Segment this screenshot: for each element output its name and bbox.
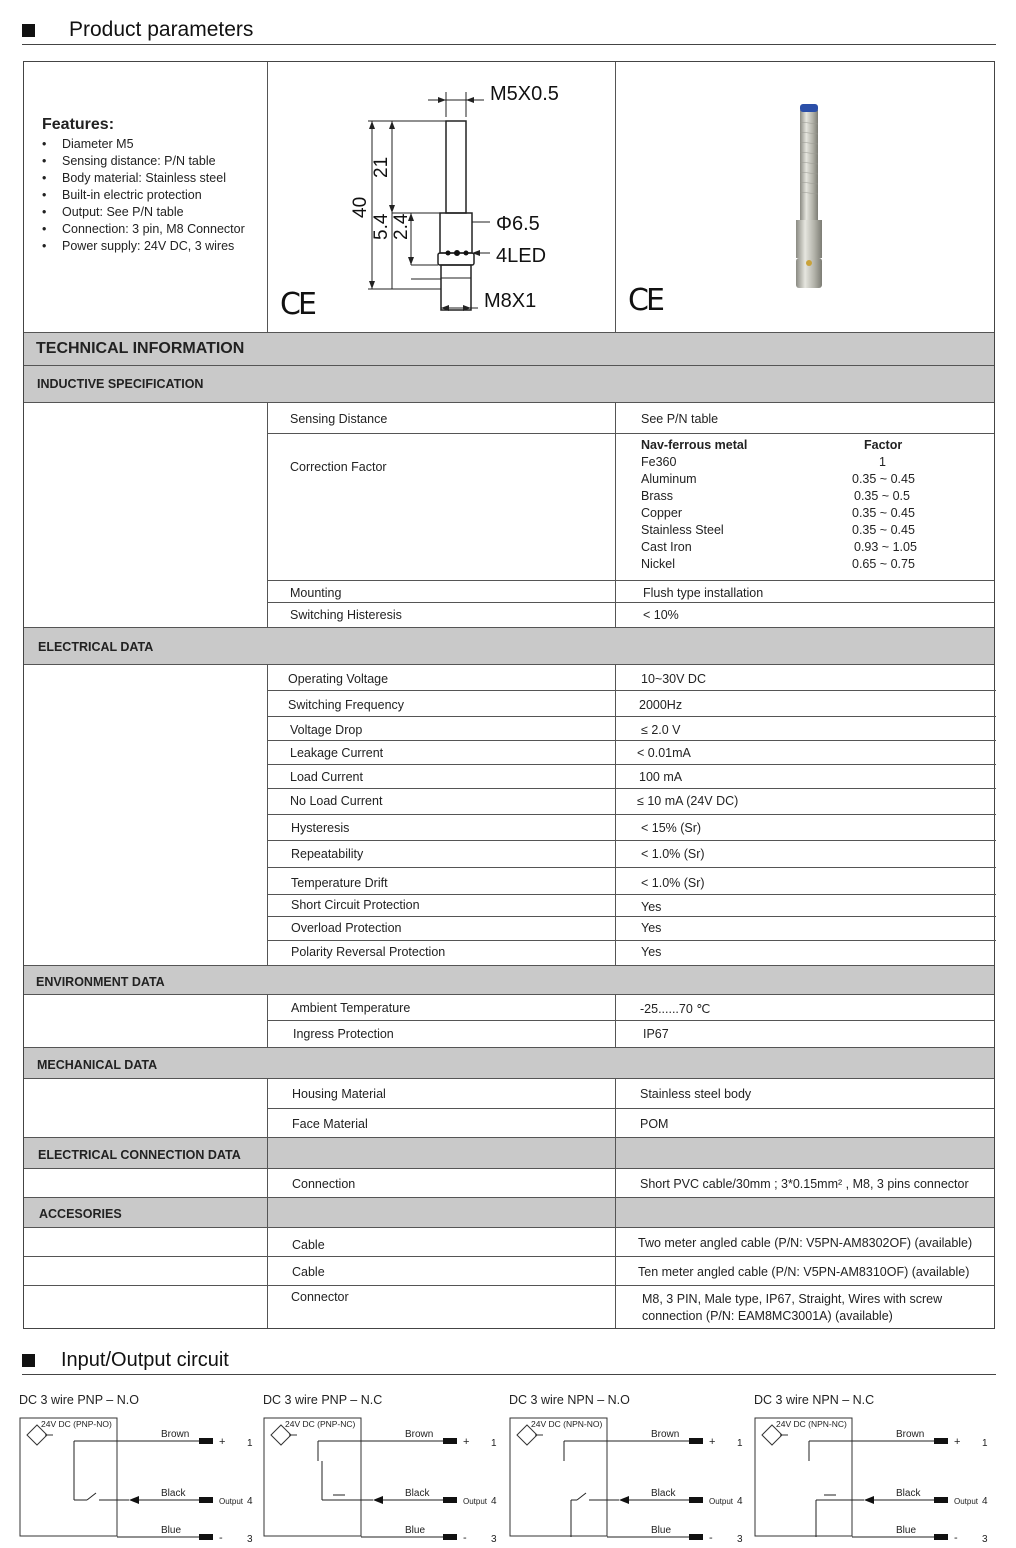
polarity-minus: - (463, 1532, 467, 1543)
metal-factor: 0.93 ~ 1.05 (854, 540, 917, 554)
output-label: Output (709, 1497, 734, 1506)
spec-label: Polarity Reversal Protection (291, 945, 446, 959)
spec-label: Switching Histeresis (290, 608, 402, 622)
metal-name: Brass (641, 489, 673, 503)
pin-number: 1 (247, 1438, 253, 1449)
spec-label: Face Material (292, 1117, 368, 1131)
ce-mark-logo: CE (628, 283, 662, 318)
circuit-pnp-nc (263, 1393, 503, 1543)
wire-label-black: Black (651, 1488, 676, 1499)
metal-factor: 0.35 ~ 0.45 (852, 472, 915, 486)
section-title-text: Product parameters (69, 18, 254, 41)
spec-label: Housing Material (292, 1087, 386, 1101)
pin-number: 3 (247, 1534, 253, 1543)
parameters-table (23, 61, 995, 1329)
spec-label: Cable (292, 1238, 325, 1252)
circuit-svg (509, 1413, 749, 1543)
metal-factor: 0.35 ~ 0.5 (854, 489, 910, 503)
accessories-header (24, 1198, 994, 1228)
wire-label-blue: Blue (896, 1525, 917, 1536)
spec-value: Yes (641, 900, 662, 914)
spec-label: No Load Current (290, 794, 383, 808)
spec-value: 2000Hz (639, 698, 683, 712)
feature-item: • Output: See P/N table (42, 204, 245, 221)
polarity-plus: + (954, 1436, 961, 1448)
metal-column-header: Nav-ferrous metal (641, 438, 748, 452)
spec-value: 100 mA (639, 770, 683, 784)
photo-cell (615, 62, 994, 332)
output-label: Output (219, 1497, 244, 1506)
wire-label-brown: Brown (161, 1429, 190, 1440)
wire-label-brown: Brown (651, 1429, 680, 1440)
spec-value: < 1.0% (Sr) (641, 847, 705, 861)
wire-label-black: Black (405, 1488, 430, 1499)
spec-label: Load Current (290, 770, 363, 784)
spec-label: Sensing Distance (290, 412, 388, 426)
mechanical-header-text: MECHANICAL DATA (37, 1058, 158, 1072)
section-title-text: Input/Output circuit (61, 1349, 229, 1371)
pin-number: 3 (491, 1534, 497, 1543)
wire-label-brown: Brown (405, 1429, 434, 1440)
spec-value: < 10% (643, 608, 679, 622)
electrical-header-text: ELECTRICAL DATA (38, 640, 154, 654)
spec-label: Connector (291, 1290, 349, 1304)
circuit-title: DC 3 wire PNP – N.C (263, 1393, 383, 1407)
spec-value: See P/N table (641, 412, 719, 426)
wire-label-black: Black (161, 1488, 186, 1499)
wire-label-blue: Blue (651, 1525, 672, 1536)
spec-label: Cable (292, 1265, 325, 1279)
spec-value: ≤ 10 mA (24V DC) (637, 794, 739, 808)
metal-name: Nickel (641, 557, 676, 571)
wire-label-black: Black (896, 1488, 921, 1499)
dim-thread-bottom: M8X1 (484, 290, 537, 312)
correction-factor-table (615, 434, 994, 581)
wire-label-blue: Blue (405, 1525, 426, 1536)
spec-label: Mounting (290, 586, 342, 600)
feature-item: • Power supply: 24V DC, 3 wires (42, 238, 245, 255)
pin-number: 4 (982, 1496, 988, 1507)
spec-value: < 15% (Sr) (641, 821, 702, 835)
spec-label: Ambient Temperature (291, 1001, 411, 1015)
metal-factor: 1 (879, 455, 886, 469)
spec-label: Correction Factor (290, 460, 387, 474)
circuit-svg (263, 1413, 503, 1543)
polarity-plus: + (463, 1436, 470, 1448)
spec-value: Flush type installation (643, 586, 764, 600)
environment-header-text: ENVIRONMENT DATA (36, 975, 165, 989)
spec-value: < 1.0% (Sr) (641, 876, 705, 890)
polarity-minus: - (219, 1532, 223, 1543)
section-title-io-circuit (22, 1349, 229, 1372)
circuit-npn-nc (754, 1393, 994, 1543)
spec-value: Yes (641, 921, 662, 935)
section-title-product-parameters (22, 18, 253, 42)
circuit-npn-no (509, 1393, 749, 1543)
accessories-header-text: ACCESORIES (39, 1207, 122, 1221)
pin-number: 1 (982, 1438, 988, 1449)
circuit-supply-label: 24V DC (PNP-NC) (285, 1419, 356, 1429)
spec-label: Hysteresis (291, 821, 350, 835)
technical-information-title: TECHNICAL INFORMATION (36, 340, 245, 357)
sensing-distance-row (24, 403, 994, 434)
factor-column-header: Factor (864, 438, 903, 452)
technical-information-header (24, 333, 994, 366)
pin-number: 3 (737, 1534, 743, 1543)
environment-header (24, 965, 994, 995)
section-rule (22, 44, 996, 45)
metal-name: Aluminum (641, 472, 697, 486)
spec-value: 10~30V DC (641, 672, 706, 686)
spec-value: Ten meter angled cable (P/N: V5PN-AM8310OF) (available) (638, 1265, 970, 1279)
polarity-plus: + (219, 1436, 226, 1448)
mounting-row (24, 581, 994, 603)
metal-name: Cast Iron (641, 540, 692, 554)
spec-label: Voltage Drop (290, 723, 363, 737)
wire-label-brown: Brown (896, 1429, 925, 1440)
connection-header (24, 1138, 994, 1169)
metal-name: Copper (641, 506, 682, 520)
spec-value: Stainless steel body (640, 1087, 752, 1101)
inductive-header-text: INDUCTIVE SPECIFICATION (37, 377, 204, 391)
spec-value: Yes (641, 945, 662, 959)
dim-length-21: 21 (371, 156, 392, 178)
features-cell (24, 62, 267, 332)
dim-led: 4LED (496, 245, 547, 267)
pin-number: 4 (247, 1496, 253, 1507)
spec-value-line2: connection (P/N: EAM8MC3001A) (available) (642, 1309, 893, 1323)
spec-value: < 0.01mA (637, 746, 691, 760)
spec-label: Operating Voltage (288, 672, 389, 686)
spec-value: ≤ 2.0 V (641, 723, 681, 737)
spec-value: Two meter angled cable (P/N: V5PN-AM8302OF) (available) (638, 1236, 973, 1250)
dim-length-2-4: 2.4 (391, 213, 412, 240)
square-bullet-icon (22, 24, 35, 37)
metal-name: Stainless Steel (641, 523, 724, 537)
spec-label: Ingress Protection (293, 1027, 394, 1041)
metal-factor: 0.35 ~ 0.45 (852, 506, 915, 520)
spec-label: Short Circuit Protection (291, 898, 420, 912)
connection-header-text: ELECTRICAL CONNECTION DATA (38, 1148, 241, 1162)
features-list (42, 136, 245, 255)
feature-item: • Body material: Stainless steel (42, 170, 245, 187)
spec-label: Leakage Current (290, 746, 384, 760)
mechanical-header (24, 1048, 994, 1079)
spec-label: Temperature Drift (291, 876, 388, 890)
overview-row (24, 62, 994, 333)
mech-row (24, 1109, 994, 1138)
section-rule (22, 1374, 996, 1375)
polarity-plus: + (709, 1436, 716, 1448)
feature-item: • Connection: 3 pin, M8 Connector (42, 221, 245, 238)
dimension-drawing (268, 62, 614, 332)
polarity-minus: - (954, 1532, 958, 1543)
circuit-pnp-no (19, 1393, 259, 1543)
feature-item: • Built-in electric protection (42, 187, 245, 204)
electrical-rows (24, 665, 996, 965)
circuit-supply-label: 24V DC (PNP-NO) (41, 1419, 112, 1429)
hysteresis-row (24, 603, 994, 628)
circuit-title: DC 3 wire NPN – N.O (509, 1393, 630, 1407)
dim-total-length: 40 (350, 196, 371, 218)
env-row (24, 1021, 994, 1048)
spec-value: -25......70 ℃ (640, 1002, 711, 1016)
pin-number: 1 (737, 1438, 743, 1449)
circuit-svg (754, 1413, 994, 1543)
circuit-supply-label: 24V DC (NPN-NC) (776, 1419, 847, 1429)
metal-name: Fe360 (641, 455, 677, 469)
square-bullet-icon (22, 1354, 35, 1367)
drawing-cell (267, 62, 615, 332)
env-row (24, 995, 994, 1021)
circuit-title: DC 3 wire NPN – N.C (754, 1393, 875, 1407)
circuit-supply-label: 24V DC (NPN-NO) (531, 1419, 603, 1429)
feature-item: • Sensing distance: P/N table (42, 153, 245, 170)
dim-length-5-4: 5.4 (371, 213, 392, 240)
output-label: Output (463, 1497, 488, 1506)
accessory-row (24, 1286, 994, 1328)
circuit-svg (19, 1413, 259, 1543)
spec-label: Overload Protection (291, 921, 402, 935)
sensor-photo (616, 62, 996, 332)
dim-thread-top: M5X0.5 (490, 83, 559, 105)
circuit-title: DC 3 wire PNP – N.O (19, 1393, 139, 1407)
spec-label: Repeatability (291, 847, 364, 861)
spec-label: Connection (292, 1177, 356, 1191)
connection-row (24, 1169, 994, 1198)
features-title: Features: (42, 116, 115, 133)
accessory-row (24, 1257, 994, 1286)
pin-number: 3 (982, 1534, 988, 1543)
pin-number: 4 (491, 1496, 497, 1507)
electrical-header (24, 628, 994, 665)
ce-mark-logo: CE (280, 287, 314, 322)
pin-number: 1 (491, 1438, 497, 1449)
inductive-header (24, 366, 994, 403)
feature-item: • Diameter M5 (42, 136, 245, 153)
spec-value: POM (640, 1117, 669, 1131)
dim-diameter: Φ6.5 (496, 213, 540, 235)
spec-label: Switching Frequency (288, 698, 405, 712)
spec-value: Short PVC cable/30mm ; 3*0.15mm² , M8, 3 pins connector (640, 1177, 969, 1191)
metal-factor: 0.35 ~ 0.45 (852, 523, 915, 537)
pin-number: 4 (737, 1496, 743, 1507)
spec-value: IP67 (643, 1027, 669, 1041)
mech-row (24, 1079, 994, 1109)
correction-factor-row (24, 434, 994, 581)
metal-factor: 0.65 ~ 0.75 (852, 557, 915, 571)
wire-label-blue: Blue (161, 1525, 182, 1536)
spec-value: M8, 3 PIN, Male type, IP67, Straight, Wires with screw (642, 1292, 943, 1306)
accessory-row (24, 1228, 994, 1257)
polarity-minus: - (709, 1532, 713, 1543)
output-label: Output (954, 1497, 979, 1506)
